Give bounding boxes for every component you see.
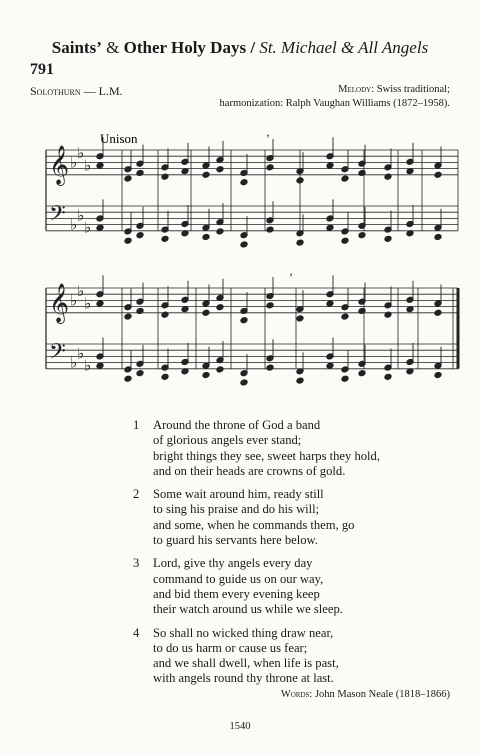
note-head [161, 235, 169, 242]
note-head [326, 162, 334, 169]
harmonization-credit: harmonization: Ralph Vaughan Williams (1872–1958). [219, 98, 450, 109]
words-label: Words: [280, 689, 313, 700]
melody-text: Swiss traditional; [376, 84, 450, 95]
verse-line: Lord, give thy angels every day [153, 556, 313, 571]
flat-icon: ♭ [77, 282, 85, 301]
tune-name: Solothurn — L.M. [30, 84, 123, 98]
flat-icon: ♭ [70, 215, 78, 234]
note-head [434, 309, 442, 316]
note-head [326, 224, 334, 231]
flat-icon: ♭ [70, 153, 78, 172]
section-title-rest: Other Holy Days [123, 38, 247, 57]
treble-clef-icon: 𝄞 [49, 145, 70, 186]
section-title: Saints’ [51, 38, 102, 57]
note-head [240, 379, 248, 386]
verse-number: 4 [133, 625, 140, 640]
flat-icon: ♭ [77, 144, 85, 163]
note-head [266, 226, 274, 233]
flat-icon: ♭ [70, 291, 78, 310]
words-credit [281, 689, 450, 700]
note-head [202, 171, 210, 178]
note-head [240, 317, 248, 324]
flat-icon: ♭ [84, 294, 92, 313]
flat-icon: ♭ [77, 344, 85, 363]
note-head [384, 173, 392, 180]
note-head [326, 362, 334, 369]
verse-line: command to guide us on our way, [153, 571, 324, 586]
note-head [202, 309, 210, 316]
verse-line: and bid them every evening keep [153, 586, 320, 601]
note-head [124, 313, 132, 320]
verse-line: Some wait around him, ready still [153, 487, 324, 502]
section-ampersand: & [106, 38, 120, 57]
verse-1 [133, 418, 380, 479]
treble-clef-icon: 𝄞 [49, 283, 70, 324]
bass-clef-icon: 𝄢 [49, 339, 66, 370]
verse-line: and we shall dwell, when life is past, [153, 656, 339, 671]
verse-line: to sing his praise and do his will; [153, 502, 320, 517]
flat-icon: ♭ [77, 206, 85, 225]
note-head [124, 375, 132, 382]
verse-number: 3 [133, 556, 140, 571]
note-head [358, 169, 366, 176]
verse-line: to do us harm or cause us fear; [153, 640, 308, 655]
flat-icon: ♭ [84, 356, 92, 375]
note-head [266, 302, 274, 309]
verse-line: and on their heads are crowns of gold. [153, 463, 346, 478]
note-head [384, 235, 392, 242]
note-head [296, 315, 304, 322]
occasion-title: St. Michael & All Angels [259, 38, 429, 57]
staves [46, 150, 458, 369]
verse-line: to guard his servants here below. [153, 533, 318, 548]
verse-number: 2 [133, 487, 140, 502]
page-number: 1540 [229, 721, 251, 732]
note-head [341, 175, 349, 182]
note-head [341, 237, 349, 244]
note-head [240, 179, 248, 186]
verse-line: Around the throne of God a band [153, 418, 321, 432]
note-head [216, 228, 224, 235]
note-head [161, 373, 169, 380]
header-slash: / [250, 38, 256, 57]
note-head [341, 313, 349, 320]
note-head [240, 241, 248, 248]
note-head [136, 307, 144, 314]
note-head [358, 370, 366, 377]
words-author: John Mason Neale (1818–1866) [314, 689, 450, 700]
breath-mark-icon: ’ [266, 131, 270, 145]
note-head [124, 175, 132, 182]
flat-icon: ♭ [84, 156, 92, 175]
flat-icon: ♭ [84, 218, 92, 237]
note-head [136, 169, 144, 176]
verse-4 [133, 626, 380, 687]
flat-icon: ♭ [70, 353, 78, 372]
note-head [96, 300, 104, 307]
verses [133, 418, 380, 695]
note-head [202, 372, 210, 379]
note-head [266, 164, 274, 171]
bass-clef-icon: 𝄢 [49, 201, 66, 232]
breath-mark-icon: ’ [289, 270, 293, 284]
verse-line: and some, when he commands them, go [153, 517, 355, 532]
note-head [96, 224, 104, 231]
note-head [326, 300, 334, 307]
note-head [266, 364, 274, 371]
note-head [384, 311, 392, 318]
note-head [161, 311, 169, 318]
note-head [216, 304, 224, 311]
verse-line: their watch around us while we sleep. [153, 602, 343, 617]
hymn-number: 791 [30, 61, 54, 78]
verse-line: of glorious angels ever stand; [153, 433, 302, 448]
note-head [358, 232, 366, 239]
note-head [136, 370, 144, 377]
verse-3 [133, 556, 380, 617]
note-head [296, 377, 304, 384]
verse-line: So shall no wicked thing draw near, [153, 625, 334, 640]
note-head [96, 362, 104, 369]
note-head [341, 375, 349, 382]
verse-line: bright things they see, sweet harps they hold, [153, 448, 380, 463]
note-head [358, 307, 366, 314]
note-head [434, 171, 442, 178]
clefs-and-keys [49, 131, 293, 375]
unison-direction: Unison [100, 131, 138, 146]
note-head [216, 166, 224, 173]
note-head [96, 162, 104, 169]
verse-number: 1 [133, 418, 140, 432]
note-head [202, 234, 210, 241]
note-head [384, 373, 392, 380]
note-head [136, 232, 144, 239]
melody-label: Melody: [338, 84, 375, 95]
note-head [434, 234, 442, 241]
note-head [296, 239, 304, 246]
note-head [434, 372, 442, 379]
note-head [216, 366, 224, 373]
note-head [296, 177, 304, 184]
verse-line: with angels round thy throne at last. [153, 671, 334, 686]
verse-2 [133, 487, 380, 548]
note-head [161, 173, 169, 180]
note-head [124, 237, 132, 244]
